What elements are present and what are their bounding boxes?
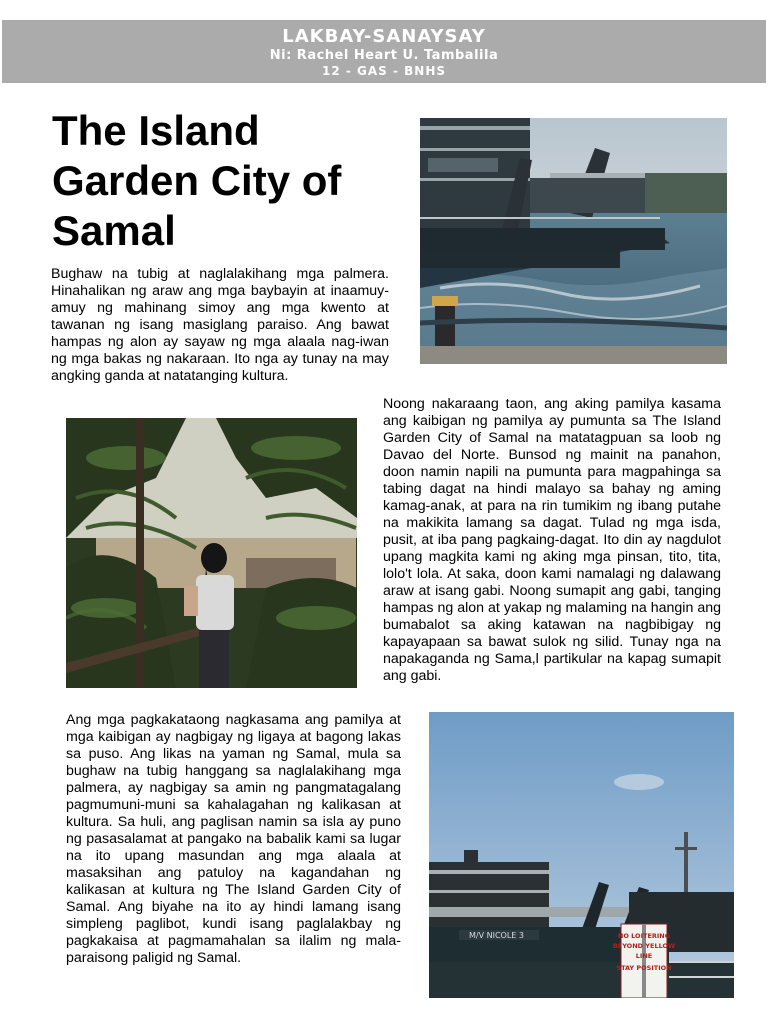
story-paragraph: Noong nakaraang taon, ang aking pamilya kasama ang kaibigan ng pamilya ay pumunta sa The Island Garden City of Samal na matatagpuan sa loob ng Davao del Norte. Bunsod ng mainit na panahon, doon namin napili na pumunta para magpahinga sa tabing dagat na hindi malayo sa bahay ng aming kamag-anak, at para na rin tumikim ng ibang putahe na makikita lamang sa dagat. Tulad ng mga isda, pusit, at iba pang pagkaing-dagat. Ito din ay nagdulot upang magkita kami ng aking mga pinsan, tito, tita, lolo't lola. At saka, doon kami namalagi ng dalawang araw at isang gabi. Noong sumapit ang gabi, tanging hampas ng alon at yakap ng malaming na hangin ang bumabalot sa aking katawan na nagbibigay ng kapayapaan sa bawat sulok ng silid. Tunay nga na napakaganda ng Sama,l partikular na kapag sumapit ang gabi. xyxy=(383,396,721,684)
header-title: LAKBAY-SANAYSAY xyxy=(282,26,486,47)
sign-line-4: STAY POSITION xyxy=(616,964,672,972)
sign-line-3: LINE xyxy=(635,952,653,960)
ferry-port-photo xyxy=(429,712,734,998)
sign-line-2: BEYOND YELLOW xyxy=(612,942,676,950)
sign-line-1: NO LOITERING xyxy=(617,932,671,940)
header-banner xyxy=(2,20,766,83)
article-title: The Island Garden City of Samal xyxy=(52,107,342,254)
ferry-sea-photo xyxy=(420,118,727,364)
vessel-name-text: M/V NICOLE 3 xyxy=(469,931,524,940)
intro-paragraph: Bughaw na tubig at naglalakihang mga palmera. Hinahalikan ng araw ang mga baybayin at inaamuy-amuy ng mahinang simoy ang mga kwento at tawanan ng isang masiglang paraiso. Ang bawat hampas ng alon ay sayaw ng mga alaala nag-iwan ng mga bakas ng nakaraan. Ito nga ay tunay na may angking ganda at natatanging kultura. xyxy=(51,266,389,384)
forest-girl-photo xyxy=(66,418,357,688)
header-author: Ni: Rachel Heart U. Tambalila xyxy=(269,48,499,63)
header-class-info: 12 - GAS - BNHS xyxy=(321,64,447,78)
conclusion-paragraph: Ang mga pagkakataong nagkasama ang pamilya at mga kaibigan ay nagbigay ng ligaya at bagong lakas sa puso. Ang likas na yaman ng Samal, mula sa bughaw na tubig hanggang sa naglalakihang mga palmera, ay nagbigay sa amin ng pangmatagalang pagmumuni-muni sa kahalagahan ng kalikasan at kultura. Sa huli, ang paglisan namin sa isla ay puno ng pasasalamat at pangako na babalik kami sa lugar na ito upang masundan ang mga alaala at masaksihan ang patuloy na kagandahan ng kalikasan at kultura ng The Island Garden City of Samal. Ang biyahe na ito ay hindi lamang isang simpleng paglibot, kundi isang paglalakbay ng pagkakaisa at pagmamahalan sa ilalim ng mala-paraisong paligid ng Samal. xyxy=(66,712,401,966)
